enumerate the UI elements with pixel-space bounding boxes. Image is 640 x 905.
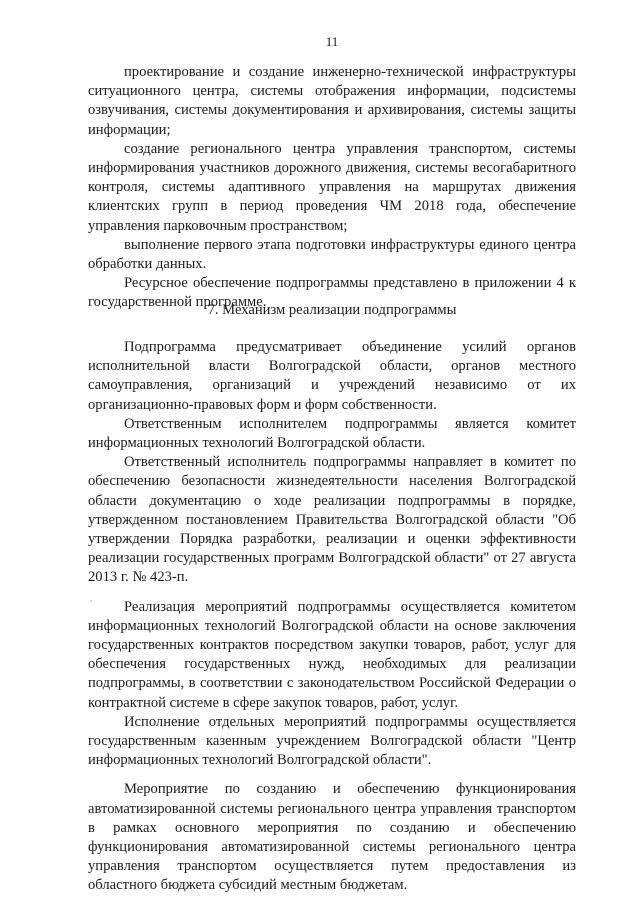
paragraph: Исполнение отдельных мероприятий подпрограммы осуществляется государственным казенным учреждением Волгоградской области "Центр информационных технологий Волгоградской области". <box>88 713 576 769</box>
scan-speck <box>90 600 92 602</box>
paragraph: Мероприятие по созданию и обеспечению функционирования автоматизированной системы регионального центра управления транспортом в рамках основного мероприятия по созданию и обеспечению функционирования автоматизированной системы регионального центра управления транспортом осуществляется путем предоставления из областного бюджета субсидий местным бюджетам. <box>88 781 576 894</box>
paragraph: создание регионального центра управления транспортом, системы информирования участников дорожного движения, системы весогабаритного контроля, системы адаптивного управления на маршрутах движения клиентских групп в период проведения ЧМ 2018 года, обеспечение управления парковочным пространством; <box>88 140 576 234</box>
paragraph: Ресурсное обеспечение подпрограммы представлено в приложении 4 к государственной программе. <box>88 275 576 311</box>
page-number: 11 <box>325 34 339 49</box>
paragraph: проектирование и создание инженерно-технической инфраструктуры ситуационного центра, системы отображения информации, подсистемы озвучивания, системы документирования и архивирования, системы защиты информации; <box>88 64 576 138</box>
paragraph: выполнение первого этапа подготовки инфраструктуры единого центра обработки данных. <box>88 236 576 273</box>
paragraph-block-main <box>88 338 576 896</box>
paragraph: Ответственным исполнителем подпрограммы является комитет информационных технологий Волгоградской области. <box>88 415 576 452</box>
paragraph: Реализация мероприятий подпрограммы осуществляется комитетом информационных технологий Волгоградской области на основе заключения государственных контрактов посредством закупки товаров, работ, услуг для обеспечения государственных нужд, необходимых для реализации подпрограммы, в соответствии с законодательством Российской Федерации о контрактной системе в сфере закупок товаров, работ, услуг. <box>88 598 576 711</box>
paragraph-block-top <box>88 63 576 313</box>
paragraph: Ответственный исполнитель подпрограммы направляет в комитет по обеспечению безопасности жизнедеятельности населения Волгоградской области документацию о ходе реализации подпрограммы в порядке, утвержденном постановлением Правительства Волгоградской области "Об утверждении Порядка разработки, реализации и оценки эффективности реализации государственных программ Волгоградской области" от 27 августа 2013 г. № 423-п. <box>88 454 576 586</box>
paragraph: Подпрограмма предусматривает объединение усилий органов исполнительной власти Волгоградской области, органов местного самоуправления, организаций и учреждений независимо от их организационно-правовых форм и форм собственности. <box>88 339 576 413</box>
section-heading: 7. Механизм реализации подпрограммы <box>207 302 457 318</box>
